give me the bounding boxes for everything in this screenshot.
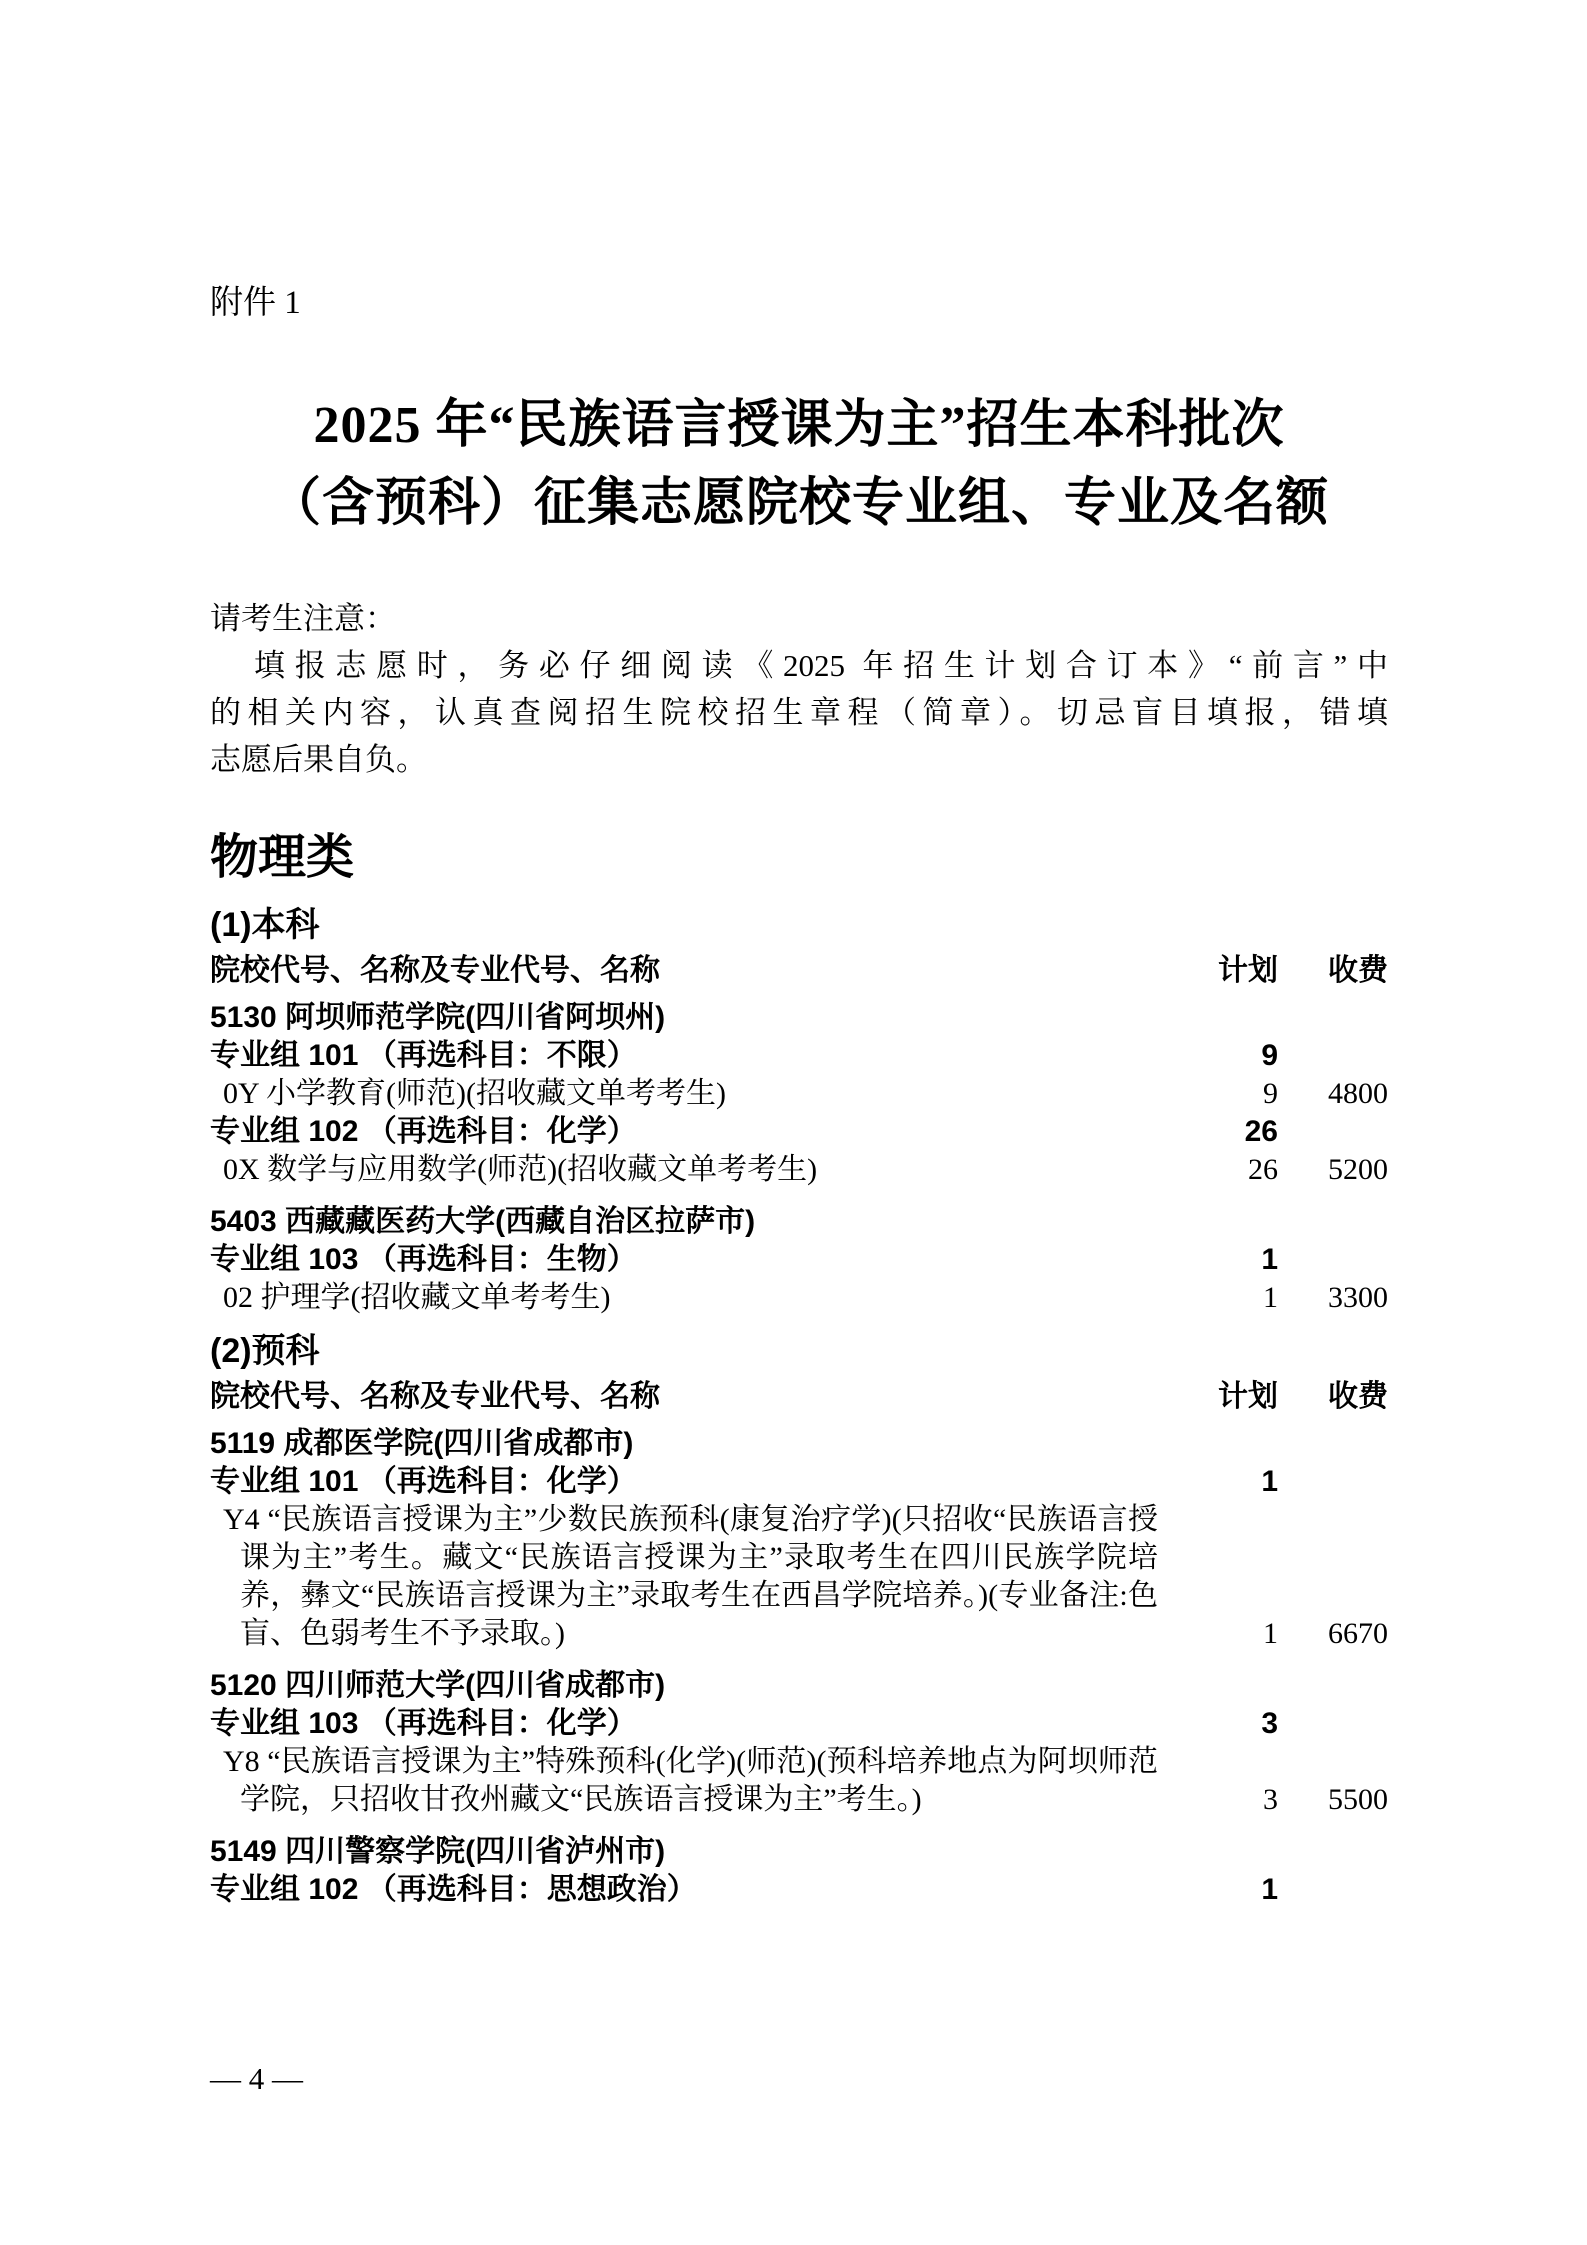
school-row [210,1667,1388,1705]
plan-cell: 26 [1244,1115,1278,1148]
table-header-benke [210,953,1388,989]
group-label: 专业组 101 （再选科目：化学） [210,1465,637,1498]
school-title: 5130 阿坝师范学院(四川省阿坝州) [210,1001,666,1034]
major-row [210,1075,1388,1113]
document-title [210,387,1388,543]
column-header-fee: 收费 [1328,1380,1388,1413]
group-row [210,1113,1388,1151]
major-label: Y8 “民族语言授课为主”特殊预科(化学)(师范)(预科培养地点为阿坝师范学院，只招收甘孜州藏文“民族语言授课为主”考生。) [223,1745,1158,1816]
group-row [210,1705,1388,1743]
notice-block [210,595,1388,783]
fee-cell: 3300 [1328,1281,1388,1314]
fee-cell: 6670 [1328,1617,1388,1650]
fee-cell: 4800 [1328,1077,1388,1110]
school-row [210,1203,1388,1241]
page-number: — 4 — [210,2061,303,2096]
group-label: 专业组 102 （再选科目：思想政治） [210,1873,697,1906]
major-row [210,1501,1388,1653]
group-row [210,1463,1388,1501]
notice-heading: 请考生注意： [210,601,396,636]
notice-line-2: 的相关内容，认真查阅招生院校招生章程（简章）。切忌盲目填报，错填 [210,695,1388,730]
plan-cell: 1 [1261,1465,1278,1498]
school-row [210,1833,1388,1871]
major-label: Y4 “民族语言授课为主”少数民族预科(康复治疗学)(只招收“民族语言授课为主”考生。藏文“民族语言授课为主”录取考生在四川民族学院培养，彝文“民族语言授课为主”录取考生在西昌学院培养。)(专业备注:色盲、色弱考生不予录取。) [223,1503,1158,1650]
group-label: 专业组 103 （再选科目：化学） [210,1707,637,1740]
school-title: 5403 西藏藏医药大学(西藏自治区拉萨市) [210,1205,756,1238]
fee-cell: 5500 [1328,1783,1388,1816]
plan-cell: 1 [1261,1243,1278,1276]
column-header-name: 院校代号、名称及专业代号、名称 [210,954,660,987]
major-row [210,1151,1388,1189]
plan-cell: 9 [1263,1077,1278,1110]
plan-cell: 1 [1261,1873,1278,1906]
group-row [210,1871,1388,1909]
major-row [210,1279,1388,1317]
attachment-label: 附件 1 [210,285,301,321]
school-title: 5119 成都医学院(四川省成都市) [210,1427,634,1460]
column-header-plan: 计划 [1218,954,1278,987]
subsection-label-yuke: (2)预科 [210,1332,320,1370]
plan-cell: 1 [1263,1281,1278,1314]
group-label: 专业组 102 （再选科目：化学） [210,1115,637,1148]
school-title: 5149 四川警察学院(四川省泸州市) [210,1835,666,1868]
category-heading-physics: 物理类 [210,831,355,884]
school-title: 5120 四川师范大学(四川省成都市) [210,1669,666,1702]
group-label: 专业组 101 （再选科目：不限） [210,1039,637,1072]
major-label: 02 护理学(招收藏文单考考生) [223,1281,611,1314]
group-row [210,1037,1388,1075]
title-line-1: 2025 年“民族语言授课为主”招生本科批次 [313,397,1285,454]
major-row [210,1743,1388,1819]
plan-cell: 3 [1261,1707,1278,1740]
table-header-yuke [210,1379,1388,1415]
subsection-label-benke: (1)本科 [210,906,320,944]
plan-cell: 26 [1248,1153,1278,1186]
plan-cell: 1 [1263,1617,1278,1650]
column-header-fee: 收费 [1328,954,1388,987]
group-label: 专业组 103 （再选科目：生物） [210,1243,637,1276]
school-row [210,999,1388,1037]
fee-cell: 5200 [1328,1153,1388,1186]
notice-line-3: 志愿后果自负。 [210,742,427,777]
column-header-name: 院校代号、名称及专业代号、名称 [210,1380,660,1413]
group-row [210,1241,1388,1279]
notice-line-1: 填报志愿时，务必仔细阅读《2025 年招生计划合订本》“前言”中 [254,648,1388,683]
title-line-2: （含预科）征集志愿院校专业组、专业及名额 [268,475,1329,532]
plan-cell: 9 [1261,1039,1278,1072]
major-label: 0X 数学与应用数学(师范)(招收藏文单考考生) [223,1153,818,1186]
school-row [210,1425,1388,1463]
column-header-plan: 计划 [1218,1380,1278,1413]
major-label: 0Y 小学教育(师范)(招收藏文单考考生) [223,1077,727,1110]
plan-cell: 3 [1263,1783,1278,1816]
